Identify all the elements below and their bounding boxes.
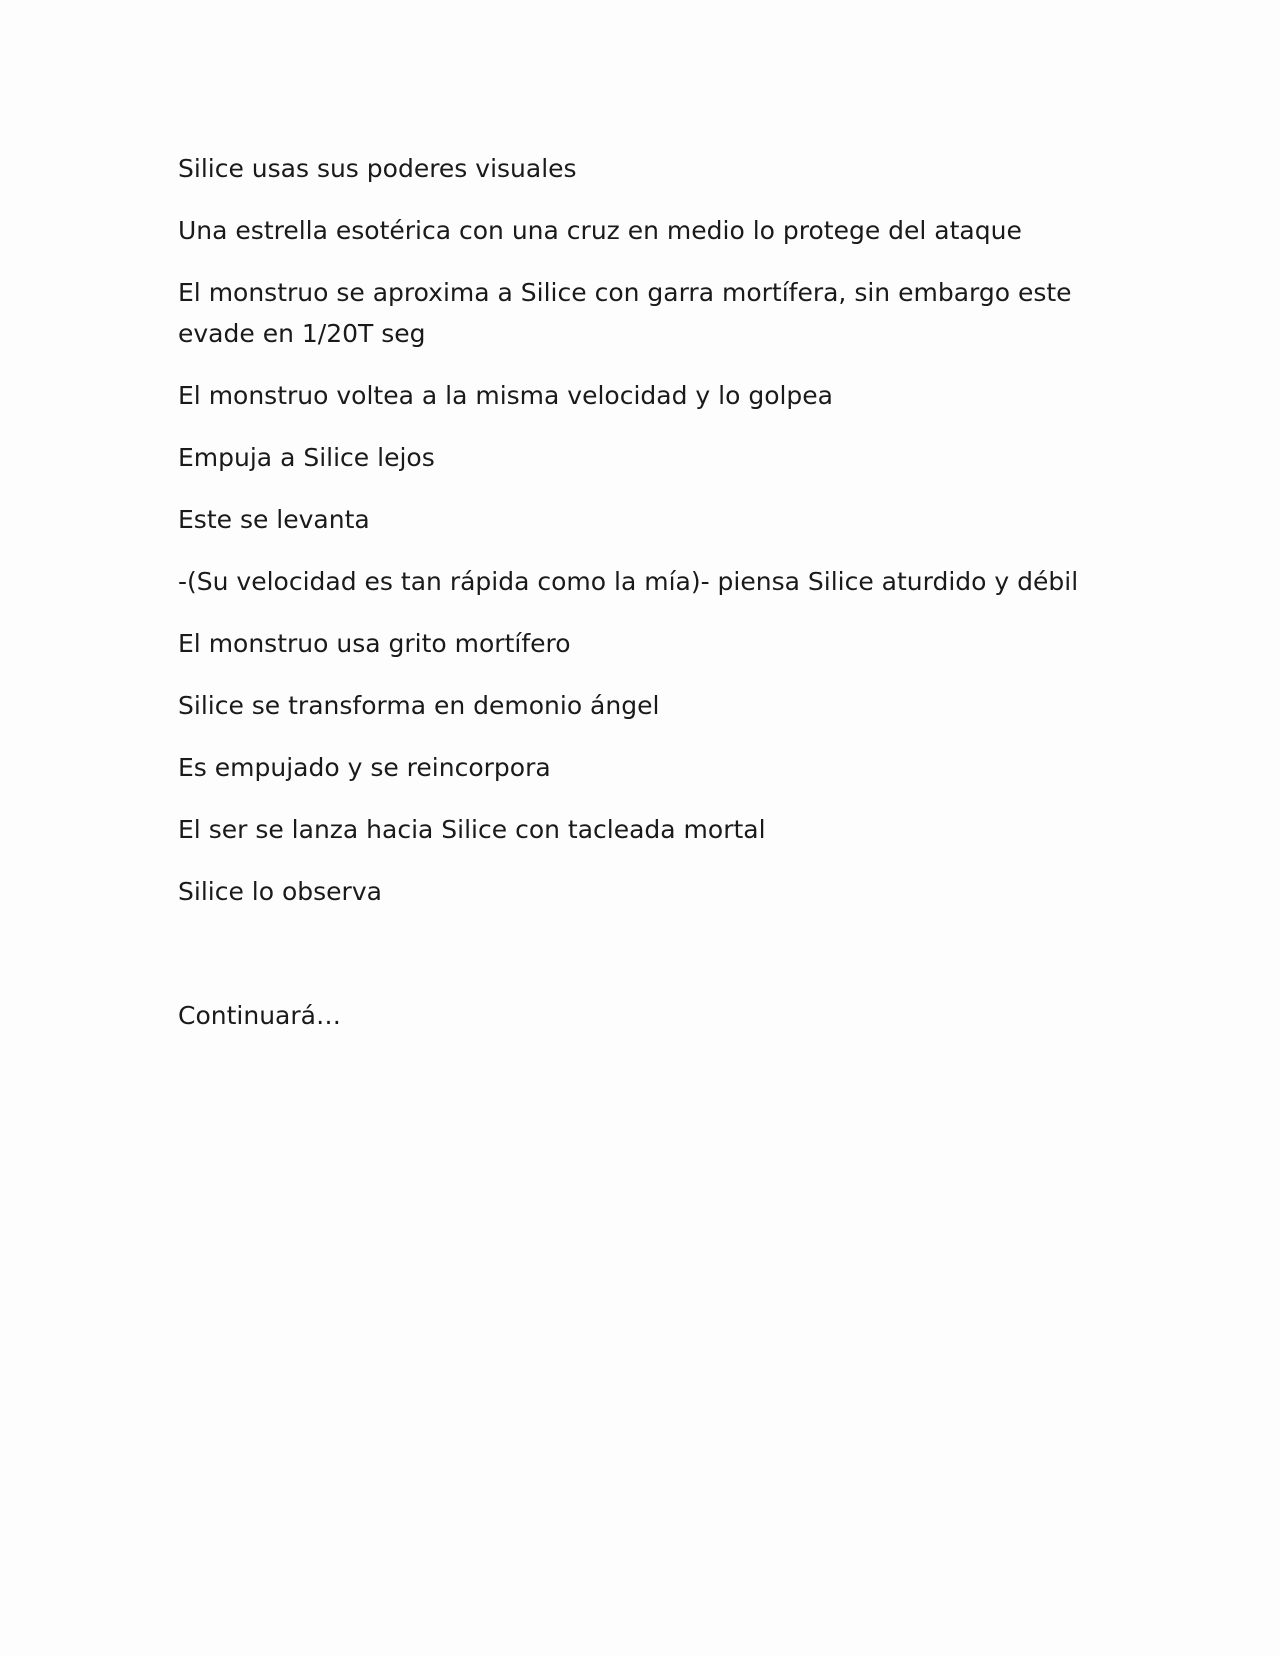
paragraph: El monstruo se aproxima a Silice con garra mortífera, sin embargo este evade en 1/20T seg [178, 278, 1072, 348]
paragraph: Una estrella esotérica con una cruz en medio lo protege del ataque [178, 216, 1022, 245]
closing-line: Continuará… [178, 1001, 341, 1030]
paragraph: El monstruo voltea a la misma velocidad y lo golpea [178, 381, 834, 410]
paragraph: Este se levanta [178, 505, 370, 534]
paragraph: -(Su velocidad es tan rápida como la mía)- piensa Silice aturdido y débil [178, 567, 1079, 596]
blank-line [178, 933, 1108, 995]
paragraph: El monstruo usa grito mortífero [178, 629, 571, 658]
paragraph: Silice usas sus poderes visuales [178, 154, 577, 183]
paragraph: Silice se transforma en demonio ángel [178, 691, 660, 720]
paragraph: Empuja a Silice lejos [178, 443, 435, 472]
document-body [178, 148, 1108, 1057]
paragraph: El ser se lanza hacia Silice con tacleada mortal [178, 815, 766, 844]
paragraph: Silice lo observa [178, 877, 382, 906]
paragraph: Es empujado y se reincorpora [178, 753, 551, 782]
